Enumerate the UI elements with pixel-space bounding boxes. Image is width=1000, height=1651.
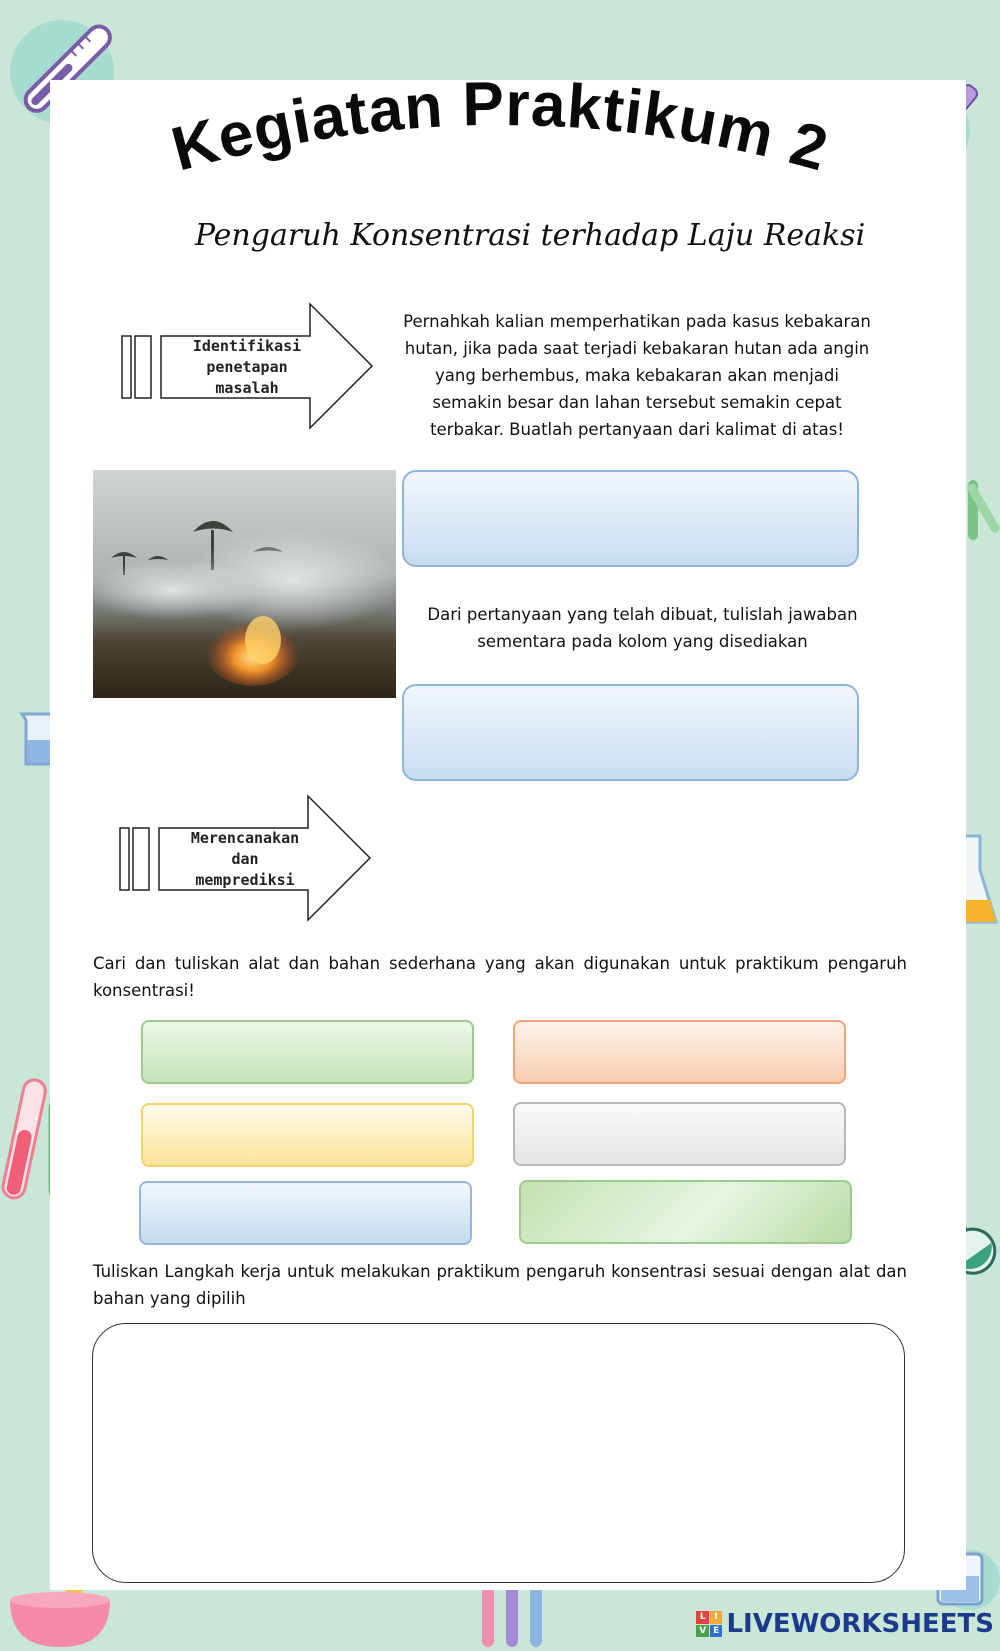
steps-prompt: Tuliskan Langkah kerja untuk melakukan praktikum pengaruh konsentrasi sesuai dengan alat dan bahan yang dipilih bbox=[93, 1262, 907, 1308]
logo-letter-1: L bbox=[696, 1611, 709, 1624]
tool-input-2[interactable] bbox=[513, 1020, 846, 1084]
page-title bbox=[140, 80, 860, 190]
tool-input-3[interactable] bbox=[141, 1103, 474, 1167]
logo-letter-2: I bbox=[710, 1611, 723, 1624]
liveworksheets-logo[interactable] bbox=[696, 1607, 994, 1641]
step-arrow-merencanakan-label: Merencanakan dan memprediksi bbox=[190, 829, 300, 888]
tool-input-5[interactable] bbox=[139, 1181, 472, 1245]
page-title-text: Kegiatan Praktikum 2 bbox=[164, 80, 836, 185]
step-arrow-merencanakan bbox=[118, 794, 378, 922]
tool-input-1[interactable] bbox=[141, 1020, 474, 1084]
question-answer-box[interactable] bbox=[402, 470, 859, 567]
tool-input-4[interactable] bbox=[513, 1102, 846, 1166]
tool-input-6[interactable] bbox=[519, 1180, 852, 1244]
step-arrow-identifikasi bbox=[120, 302, 380, 430]
liveworksheets-logo-icon bbox=[696, 1611, 722, 1637]
liveworksheets-brand-text: LIVEWORKSHEETS bbox=[726, 1609, 994, 1639]
hypothesis-prompt: Dari pertanyaan yang telah dibuat, tulislah jawaban sementara pada kolom yang disediakan bbox=[427, 605, 858, 651]
steps-answer-box[interactable] bbox=[92, 1323, 905, 1583]
problem-prompt: Pernahkah kalian memperhatikan pada kasus kebakaran hutan, jika pada saat terjadi kebakaran hutan ada angin yang berhembus, maka kebakaran akan menjadi semakin besar dan lahan tersebut semakin cepat terbakar. Buatlah pertanyaan dari kalimat di atas! bbox=[403, 312, 871, 439]
logo-letter-3: V bbox=[696, 1625, 709, 1638]
logo-letter-4: E bbox=[710, 1625, 723, 1638]
forest-fire-photo bbox=[93, 470, 396, 698]
test-tube-green-icon bbox=[960, 475, 1000, 545]
page-subtitle: Pengaruh Konsentrasi terhadap Laju Reaksi bbox=[194, 218, 866, 253]
step-arrow-identifikasi-label: Identifikasi penetapan masalah bbox=[192, 337, 302, 396]
hypothesis-answer-box[interactable] bbox=[402, 684, 859, 781]
tools-prompt: Cari dan tuliskan alat dan bahan sederhana yang akan digunakan untuk praktikum pengaruh konsentrasi! bbox=[93, 954, 907, 1000]
test-tube-rack-icon bbox=[478, 1580, 548, 1647]
svg-text:Kegiatan Praktikum 2 bbox=[165, 80, 836, 185]
